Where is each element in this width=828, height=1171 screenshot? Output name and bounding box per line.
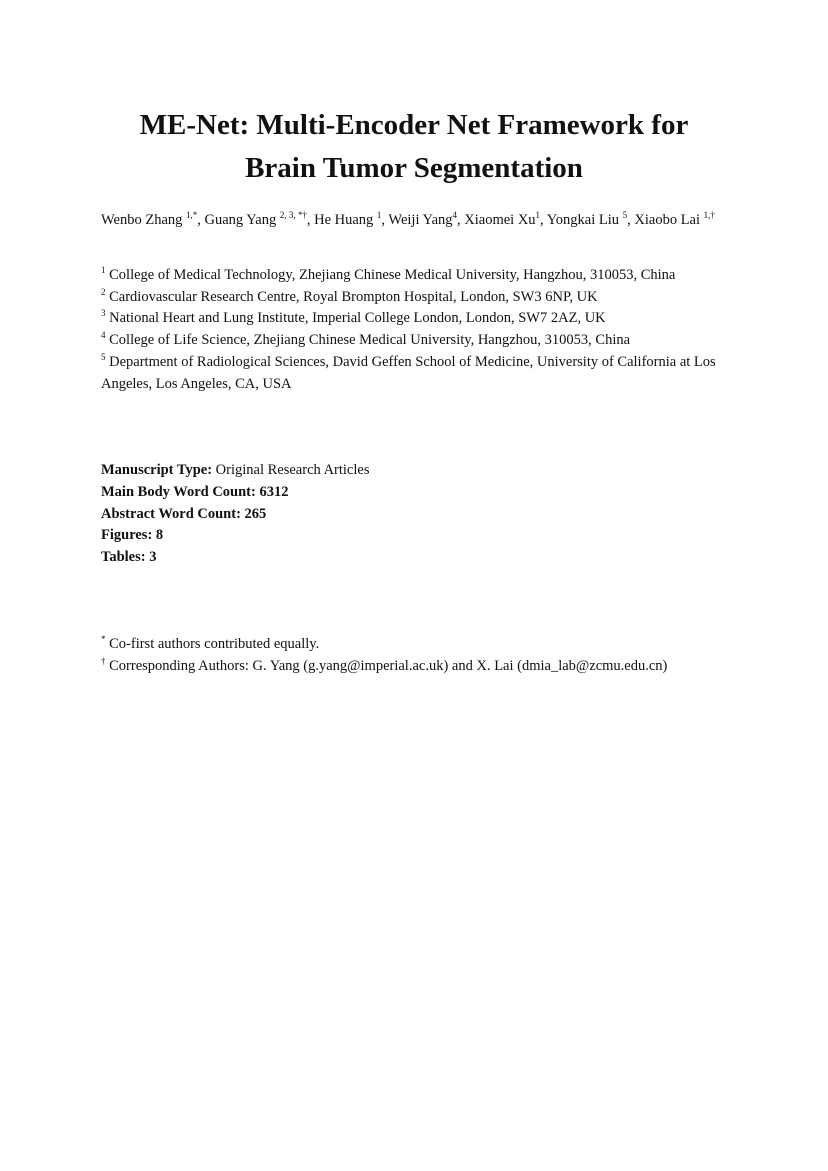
title-line-2: Brain Tumor Segmentation: [245, 152, 583, 184]
author-affil-mark: 1,*: [186, 210, 198, 220]
affiliation-item: [101, 352, 751, 395]
author-affil-mark: 1,†: [703, 210, 715, 220]
figures-count: Figures: 8: [101, 527, 164, 544]
author-affil-mark: 1: [376, 210, 382, 220]
affiliation-number: 1: [101, 265, 106, 275]
affiliation-text: Cardiovascular Research Centre, Royal Brompton Hospital, London, SW3 6NP, UK: [109, 288, 598, 305]
affiliation-item: [101, 330, 751, 352]
manuscript-metadata: [101, 460, 741, 569]
affiliation-number: 2: [101, 286, 106, 297]
author-affil-mark: 4: [452, 210, 458, 220]
cofirst-note: [101, 633, 741, 655]
author-name: Yongkai Liu: [546, 212, 620, 228]
affiliation-item: [101, 287, 751, 309]
author-name: Xiaomei Xu: [464, 212, 536, 228]
manuscript-type-value: Original Research Articles: [215, 462, 370, 478]
affiliation-text: College of Life Science, Zhejiang Chinese Medical University, Hangzhou, 310053, China: [109, 332, 631, 349]
affiliation-item: [101, 265, 751, 287]
author-affil-mark: 1: [535, 210, 541, 220]
author-affil-mark: 5: [622, 210, 628, 220]
title-line-1: ME-Net: Multi-Encoder Net Framework for: [139, 109, 689, 141]
paper-title: [0, 104, 828, 190]
abstract-word-count: Abstract Word Count: 265: [101, 505, 267, 522]
affiliation-number: 4: [101, 330, 106, 341]
dagger-mark: †: [101, 656, 106, 666]
cofirst-note-text: Co-first authors contributed equally.: [109, 636, 320, 652]
author-affil-mark: 2, 3, *†: [279, 210, 307, 220]
author-name: He Huang: [314, 212, 374, 228]
affiliation-item: [101, 308, 751, 330]
manuscript-type-row: [101, 460, 741, 482]
author-list: Wenbo Zhang $^{1,*}$, Guang Yang $^{2, 3, *\dagger}$, He Huang $^1$, Weiji Yang$^4$, Xiaomei Xu$^1$, Yongkai Liu $^5$, Xiaobo Lai $^{1,\dagger}$: [101, 210, 715, 228]
affiliation-number: 3: [101, 308, 106, 319]
author-name: Xiaobo Lai: [634, 212, 701, 228]
author-name: Weiji Yang: [388, 212, 453, 228]
manuscript-type-label: Manuscript Type:: [101, 462, 213, 478]
corresponding-note: [101, 655, 741, 677]
asterisk-mark: *: [101, 634, 106, 644]
affiliation-text: Department of Radiological Sciences, David Geffen School of Medicine, University of California at Los Angeles, Los Angeles, CA, USA: [101, 353, 716, 392]
word-count: Main Body Word Count: 6312: [101, 483, 289, 500]
affiliation-text: National Heart and Lung Institute, Imperial College London, London, SW7 2AZ, UK: [109, 310, 606, 327]
footnotes: [101, 633, 741, 677]
affiliation-list: [101, 265, 751, 395]
author-name: Wenbo Zhang: [101, 212, 183, 228]
affiliation-number: 5: [101, 351, 106, 362]
tables-count: Tables: 3: [101, 549, 157, 566]
author-name: Guang Yang: [204, 212, 277, 228]
affiliation-text: College of Medical Technology, Zhejiang Chinese Medical University, Hangzhou, 310053, China: [109, 267, 676, 283]
corresponding-note-text: Corresponding Authors: G. Yang (g.yang@imperial.ac.uk) and X. Lai (dmia_lab@zcmu.edu.cn): [109, 658, 668, 674]
